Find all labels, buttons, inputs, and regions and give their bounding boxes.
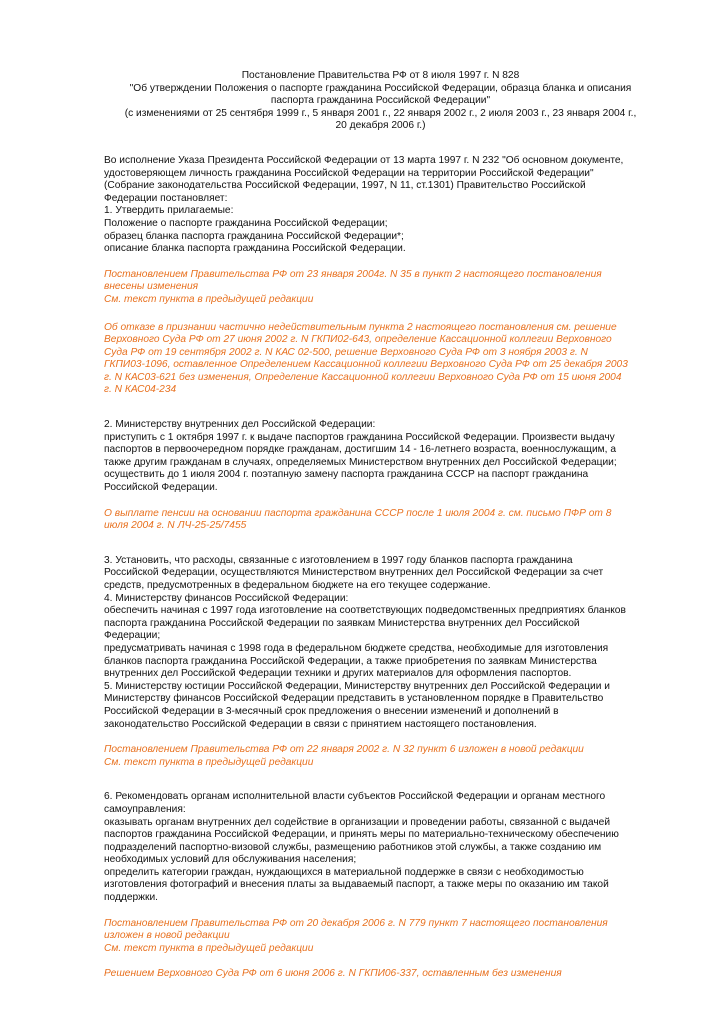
amendment-note xyxy=(104,744,667,769)
text-line: также другим гражданам в случаях, определяемых Министерством внутренних дел Российской Федерации; xyxy=(104,456,617,468)
text-line: 4. Министерству финансов Российской Федерации: xyxy=(104,592,349,604)
court-decision-note xyxy=(104,322,667,398)
text-line: Положение о паспорте гражданина Российской Федерации; xyxy=(104,217,388,229)
item-2 xyxy=(104,419,667,495)
note-line[interactable]: См. текст пункта в предыдущей редакции xyxy=(104,293,314,305)
text-line: бланков паспорта гражданина Российской Федерации, а также приобретения по заявкам Министерства xyxy=(104,655,597,667)
text-line: 5. Министерству юстиции Российской Федерации, Министерству внутренних дел Российской Федерации и xyxy=(104,680,610,692)
text-line: 2. Министерству внутренних дел Российской Федерации: xyxy=(104,419,376,431)
text-line: поддержки. xyxy=(104,892,158,904)
amendment-note xyxy=(104,918,667,956)
note-line[interactable]: О выплате пенсии на основании паспорта гражданина СССР после 1 июля 2004 г. см. письмо ПФР от 8 xyxy=(104,507,612,519)
note-line[interactable]: Об отказе в признании частично недействительным пункта 2 настоящего постановления см. решение xyxy=(104,321,617,333)
text-line: оказывать органам внутренних дел содействие в организации и проведении работы, связанной с выдачей xyxy=(104,816,611,828)
text-line: средств, предусмотренных в федеральном бюджете на его текущее содержание. xyxy=(104,580,491,591)
text-line: удостоверяющем личность гражданина Российской Федерации на территории Российской Федерации" xyxy=(104,167,594,179)
text-line: (Собрание законодательства Российской Федерации, 1997, N 11, ст.1301) Правительство Российской xyxy=(104,180,586,192)
text-line: законодательство Российской Федерации в связи с принятием настоящего постановления. xyxy=(104,718,537,730)
item-6 xyxy=(104,791,667,904)
text-line: изготовления фотографий и внесения платы за выдаваемый паспорт, а также меры по оказанию им такой xyxy=(104,879,609,891)
note-line[interactable]: Верховного Суда РФ от 27 июня 2002 г. N ГКПИ02-643, определение Кассационной коллегии Верховного xyxy=(104,334,612,346)
text-line: приступить с 1 октября 1997 г. к выдаче паспортов гражданина Российской Федерации. Произвести выдачу xyxy=(104,431,615,443)
text-line: паспортов в первоочередном порядке гражданам, достигшим 14 - 16-летнего возраста, военнослужащим, а xyxy=(104,444,616,456)
pension-note xyxy=(104,508,667,533)
note-line[interactable]: Постановлением Правительства РФ от 22 января 2002 г. N 32 пункт 6 изложен в новой редакции xyxy=(104,744,584,756)
text-line: обеспечить начиная с 1997 года изготовление на соответствующих подведомственных предприятиях бланков xyxy=(104,605,626,617)
text-line: осуществить до 1 июля 2004 г. поэтапную замену паспорта гражданина СССР на паспорт гражданина xyxy=(104,469,589,481)
intro-paragraph xyxy=(104,155,667,256)
text-line: паспорта гражданина Российской Федерации по заявкам Министерства внутренних дел Российской xyxy=(104,617,580,629)
text-line: Федерации; xyxy=(104,630,161,642)
note-line[interactable]: июля 2004 г. N ЛЧ-25-25/7455 xyxy=(104,520,247,532)
note-line[interactable]: г. N КАС04-234 xyxy=(104,384,177,396)
text-line: 6. Рекомендовать органам исполнительной власти субъектов Российской Федерации и органам местного xyxy=(104,791,606,803)
text-line: 1. Утвердить прилагаемые: xyxy=(104,205,234,217)
text-line: необходимых условий для обслуживания населения; xyxy=(104,854,357,866)
title-line: 20 декабря 2006 г.) xyxy=(335,120,426,132)
title-line: "Об утверждении Положения о паспорте гражданина Российской Федерации, образца бланка и описания xyxy=(129,82,632,94)
court-decision-note xyxy=(104,968,667,981)
text-line: Российской Федерации, осуществляются Министерством внутренних дел Российской Федерации за счет xyxy=(104,567,604,579)
text-line: Во исполнение Указа Президента Российской Федерации от 13 марта 1997 г. N 232 "Об основном документе, xyxy=(104,154,624,166)
text-line: определить категории граждан, нуждающихся в материальной поддержке в связи с необходимостью xyxy=(104,866,584,878)
title-line: паспорта гражданина Российской Федерации" xyxy=(270,95,491,107)
note-line[interactable]: См. текст пункта в предыдущей редакции xyxy=(104,756,314,768)
text-line: предусматривать начиная с 1998 года в федеральном бюджете средства, необходимые для изготовления xyxy=(104,642,609,654)
note-line[interactable]: изложен в новой редакции xyxy=(104,930,230,942)
amendment-note xyxy=(104,269,667,307)
text-line: подразделений паспортно-визовой службы, размещению работников этой службы, а также созданию им xyxy=(104,841,602,853)
title-line: (с изменениями от 25 сентября 1999 г., 5 января 2001 г., 22 января 2002 г., 2 июля 2003 г., 23 января 2004 г., xyxy=(124,107,637,119)
text-line: описание бланка паспорта гражданина Российской Федерации. xyxy=(104,243,406,255)
note-line[interactable]: См. текст пункта в предыдущей редакции xyxy=(104,942,314,954)
text-line: образец бланка паспорта гражданина Российской Федерации*; xyxy=(104,230,404,242)
note-line[interactable]: внесены изменения xyxy=(104,281,199,293)
text-line: паспортов гражданина Российской Федерации, и принять меры по материально-техническому обеспечению xyxy=(104,829,619,841)
note-line[interactable]: г. N КАС03-621 без изменения, Определение Кассационной коллегии Верховного Суда РФ от 15 июня 2004 xyxy=(104,371,622,383)
note-line[interactable]: ГКПИ03-1096, оставленное Определением Кассационной коллегии Верховного Суда РФ от 25 декабря 2003 xyxy=(104,359,628,371)
text-line: Министерству финансов Российской Федерации представить в установленном порядке в Правительство xyxy=(104,693,604,705)
text-line: внутренних дел Российской Федерации техники и других материалов для оформления паспортов. xyxy=(104,668,572,680)
text-line: самоуправления: xyxy=(104,803,186,815)
note-line[interactable]: Суда РФ от 19 сентября 2002 г. N КАС 02-500, решение Верховного Суда РФ от 3 ноября 2003 г. N xyxy=(104,346,588,358)
text-line: Федерации постановляет: xyxy=(104,192,228,204)
text-line: Российской Федерации в 3-месячный срок предложения о внесении изменений и дополнений в xyxy=(104,705,559,717)
items-3-5 xyxy=(104,555,667,731)
note-line[interactable]: Постановлением Правительства РФ от 23 января 2004г. N 35 в пункт 2 настоящего постановления xyxy=(104,268,602,280)
text-line: 3. Установить, что расходы, связанные с изготовлением в 1997 году бланков паспорта гражданина xyxy=(104,554,573,566)
text-line: Российской Федерации. xyxy=(104,482,218,494)
note-line[interactable]: Решением Верховного Суда РФ от 6 июня 2006 г. N ГКПИ06-337, оставленным без изменения xyxy=(104,968,562,980)
note-line[interactable]: Постановлением Правительства РФ от 20 декабря 2006 г. N 779 пункт 7 настоящего постановления xyxy=(104,917,608,929)
document-title xyxy=(92,70,669,133)
title-line: Постановление Правительства РФ от 8 июля 1997 г. N 828 xyxy=(241,70,520,81)
